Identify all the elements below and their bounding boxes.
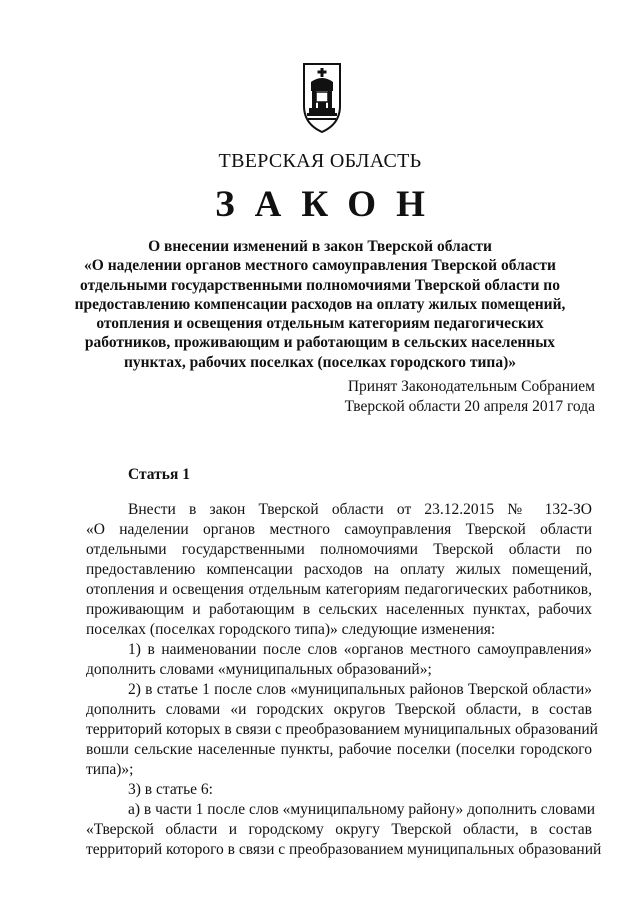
adoption-line: Принят Законодательным Собранием bbox=[347, 378, 595, 395]
body-line: территорий которых в связи с преобразованием муниципальных образований bbox=[86, 721, 598, 738]
document-type-title: ЗАКОН bbox=[215, 184, 445, 225]
body-line: проживающим и работающим в сельских населенных пунктах, рабочих bbox=[86, 601, 592, 618]
subject-line: пунктах, рабочих поселках (поселках городского типа)» bbox=[123, 353, 517, 371]
body-line: 2) в статье 1 после слов «муниципальных районов Тверской области» bbox=[128, 681, 592, 698]
body-line: Внести в закон Тверской области от 23.12.2015 № 132-ЗО bbox=[128, 501, 592, 518]
article-heading: Статья 1 bbox=[128, 466, 190, 483]
adoption-line: Тверской области 20 апреля 2017 года bbox=[344, 398, 595, 415]
subject-line: О внесении изменений в закон Тверской области bbox=[148, 238, 492, 255]
subject-line: «О наделении органов местного самоуправления Тверской области bbox=[84, 257, 556, 275]
body-line: поселках (поселках городского типа)» следующие изменения: bbox=[86, 621, 496, 638]
region-name: ТВЕРСКАЯ ОБЛАСТЬ bbox=[218, 150, 422, 172]
body-line: вошли сельские населенные пункты, рабочие поселки (поселки городского bbox=[86, 741, 592, 758]
adoption-note bbox=[345, 377, 595, 417]
body-line: «О наделении органов местного самоуправления Тверской области bbox=[86, 521, 592, 538]
body-line: предоставлению компенсации расходов на оплату жилых помещений, bbox=[86, 561, 592, 578]
body-line: 1) в наименовании после слов «органов местного самоуправления» bbox=[128, 641, 592, 658]
body-line: дополнить словами «муниципальных образований»; bbox=[86, 661, 432, 678]
subject-line: отопления и освещения отдельным категориям педагогических bbox=[96, 315, 544, 333]
body-line: территорий которого в связи с преобразованием муниципальных образований bbox=[86, 841, 602, 858]
body-line: отопления и освещения отдельным категориям педагогических работников, bbox=[86, 581, 592, 598]
subject-line: отдельными государственными полномочиями Тверской области по bbox=[80, 276, 560, 294]
tver-coat-of-arms-emblem bbox=[302, 62, 342, 134]
body-line: типа)»; bbox=[86, 761, 134, 778]
law-subject-heading bbox=[70, 237, 570, 372]
body-line: а) в части 1 после слов «муниципальному району» дополнить словами bbox=[128, 801, 596, 818]
body-line: 3) в статье 6: bbox=[128, 781, 213, 798]
body-line: дополнить словами «и городских округов Тверской области, в состав bbox=[86, 701, 592, 718]
body-line: отдельными государственными полномочиями Тверской области по bbox=[86, 541, 592, 558]
subject-line: работников, проживающим и работающим в сельских населенных bbox=[84, 334, 556, 352]
body-line: «Тверской области и городскому округу Тверской области, в состав bbox=[86, 821, 592, 838]
subject-line: предоставлению компенсации расходов на оплату жилых помещений, bbox=[74, 295, 566, 313]
